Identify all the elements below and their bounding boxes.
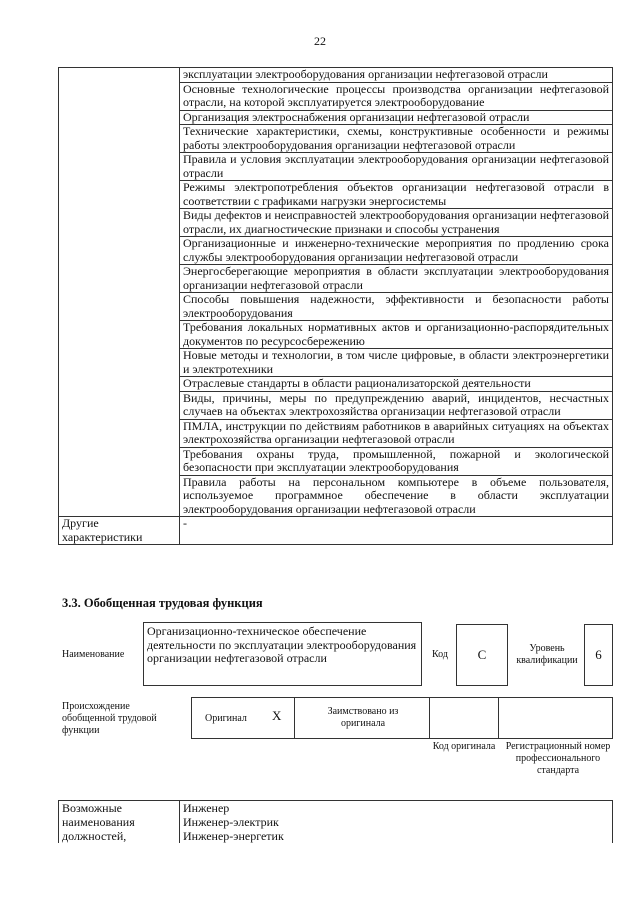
requirement-row: Требования локальных нормативных актов и организационно-распорядительных документов по ресурсосбережению	[180, 321, 613, 349]
origin-label: Происхождение обобщенной трудовой функции	[62, 701, 157, 736]
other-characteristics-value: -	[180, 517, 613, 545]
requirement-row: Режимы электропотребления объектов организации нефтегазовой отрасли в соответствии с графиками нагрузки энергосистемы	[180, 181, 613, 209]
positions-label: Возможные наименования должностей,	[59, 801, 180, 844]
requirements-label-cell	[59, 68, 180, 517]
requirement-row: Отраслевые стандарты в области рационализаторской деятельности	[180, 377, 613, 392]
position-item: Инженер-электрик	[183, 815, 279, 829]
level-label: Уровень квалификации	[516, 643, 578, 666]
requirement-row: Требования охраны труда, промышленной, пожарной и экологической безопасности при эксплуатации электрооборудования	[180, 447, 613, 475]
positions-list	[180, 801, 613, 844]
requirement-row: Технические характеристики, схемы, конструктивные особенности и режимы работы электрооборудования организации нефтегазовой отрасли	[180, 125, 613, 153]
position-item: Инженер-энергетик	[183, 829, 284, 843]
registration-number-caption: Регистрационный номер профессионального стандарта	[505, 741, 611, 776]
requirement-row: Виды, причины, меры по предупреждению аварий, инцидентов, несчастных случаев на объектах электрохозяйства организации нефтегазовой отрасли	[180, 391, 613, 419]
section-title: 3.3. Обобщенная трудовая функция	[62, 596, 263, 610]
requirement-row: Основные технологические процессы производства организации нефтегазовой отрасли, на которой эксплуатируется электрооборудование	[180, 82, 613, 110]
requirement-row: Виды дефектов и неисправностей электрооборудования организации нефтегазовой отрасли, их диагностические признаки и способы устранения	[180, 209, 613, 237]
original-code-cell	[429, 697, 499, 739]
original-code-caption: Код оригинала	[432, 741, 496, 752]
requirement-row: Энергосберегающие мероприятия в области эксплуатации электрооборудования организации нефтегазовой отрасли	[180, 265, 613, 293]
requirement-row: Организация электроснабжения организации нефтегазовой отрасли	[180, 110, 613, 125]
requirement-row: эксплуатации электрооборудования организации нефтегазовой отрасли	[180, 68, 613, 83]
original-label: Оригинал	[205, 713, 247, 724]
requirement-row: Организационные и инженерно-технические мероприятия по продлению срока службы электрооборудования организации нефтегазовой отрасли	[180, 237, 613, 265]
code-value-box: C	[456, 624, 508, 686]
requirement-row: Правила и условия эксплуатации электрооборудования организации нефтегазовой отрасли	[180, 153, 613, 181]
position-item: Инженер	[183, 801, 230, 815]
function-name-box: Организационно-техническое обеспечение деятельности по эксплуатации электрооборудования организации нефтегазовой отрасли	[143, 622, 422, 686]
requirement-row: Правила работы на персональном компьютере в объеме пользователя, используемое программное обеспечение в области эксплуатации электрооборудования организации нефтегазовой отрасли	[180, 475, 613, 517]
requirement-row: ПМЛА, инструкции по действиям работников в аварийных ситуациях на объектах электрохозяйства организации нефтегазовой отрасли	[180, 419, 613, 447]
level-value-box: 6	[584, 624, 613, 686]
other-characteristics-label: Другие характеристики	[59, 517, 180, 545]
requirement-row: Новые методы и технологии, в том числе цифровые, в области электроэнергетики и электротехники	[180, 349, 613, 377]
page-number: 22	[314, 34, 326, 48]
name-label: Наименование	[62, 649, 125, 660]
requirements-table	[58, 67, 613, 545]
borrowed-label: Заимствовано из оригинала	[327, 706, 399, 729]
code-label: Код	[432, 649, 448, 660]
requirement-row: Способы повышения надежности, эффективности и безопасности работы электрооборудования	[180, 293, 613, 321]
original-mark: X	[272, 708, 282, 723]
positions-table	[58, 800, 613, 843]
